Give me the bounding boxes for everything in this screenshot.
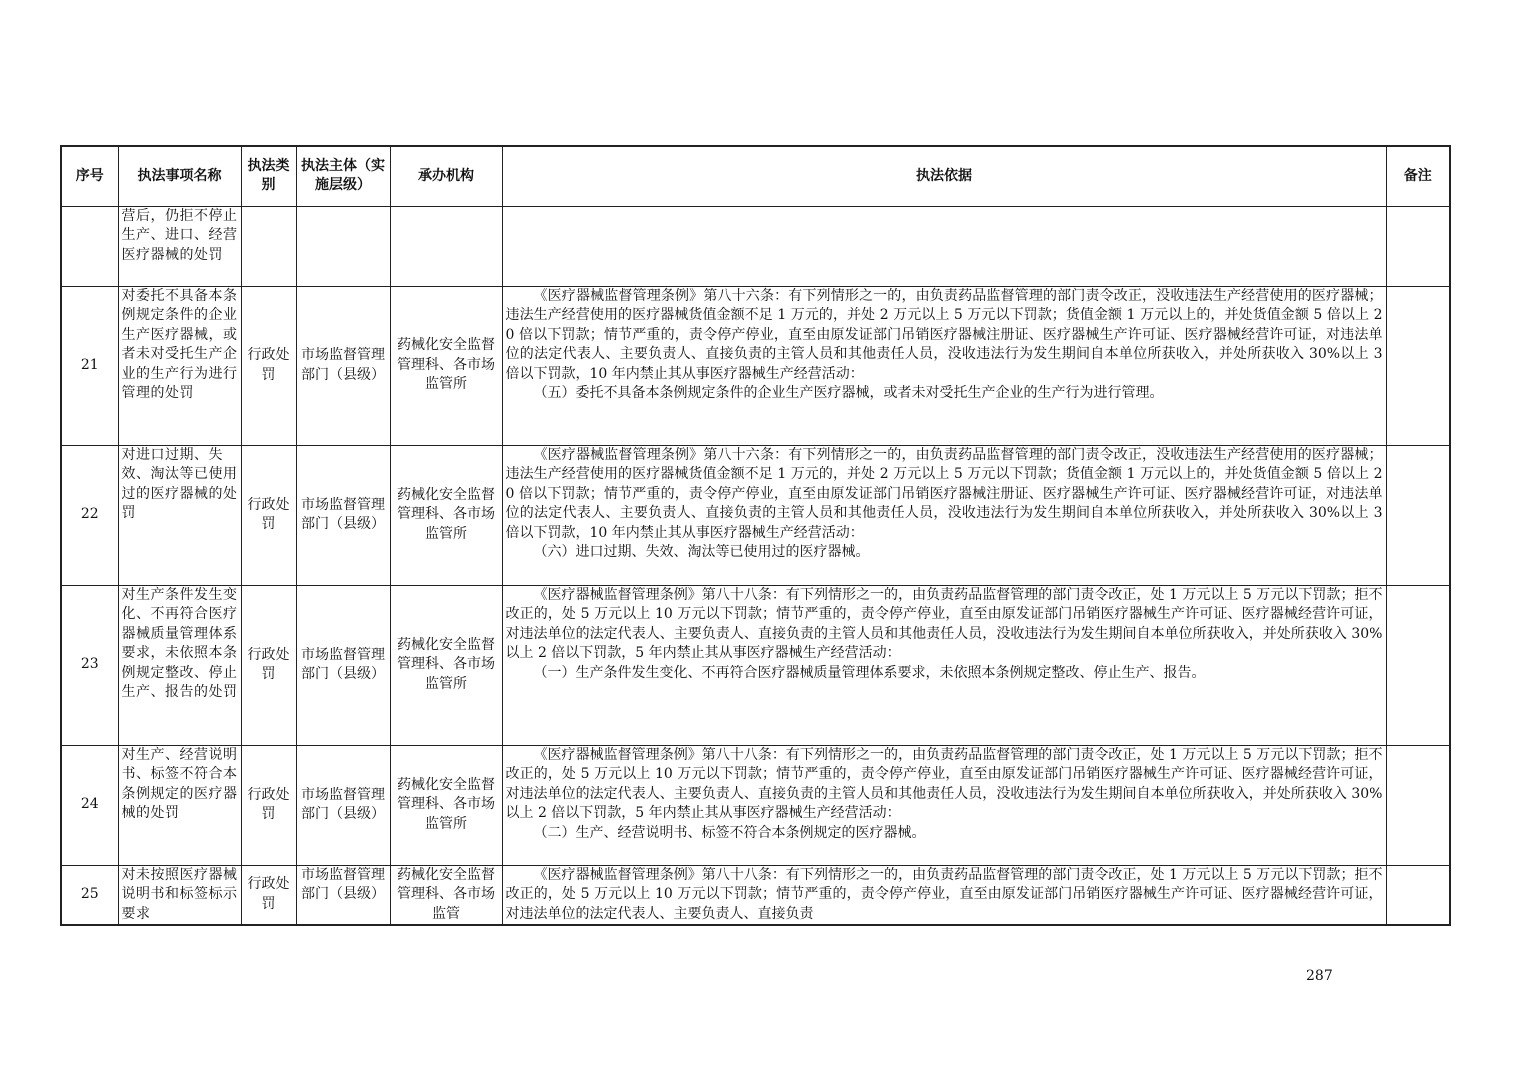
item-category: 行政处罚 bbox=[241, 585, 296, 745]
item-basis bbox=[502, 206, 1386, 286]
header-row bbox=[61, 146, 1450, 206]
item-note bbox=[1386, 206, 1450, 286]
item-org: 药械化安全监督管理科、各市场监管所 bbox=[390, 585, 502, 745]
item-basis bbox=[502, 745, 1386, 865]
item-subject: 市场监督管理部门（县级） bbox=[296, 745, 390, 865]
row-number: 23 bbox=[61, 585, 118, 745]
basis-clip bbox=[506, 866, 1383, 924]
row-number: 25 bbox=[61, 865, 118, 925]
item-basis bbox=[502, 445, 1386, 585]
header-name: 执法事项名称 bbox=[118, 146, 241, 206]
basis-item: （一）生产条件发生变化、不再符合医疗器械质量管理体系要求，未依照本条例规定整改、停止生产、报告。 bbox=[533, 664, 1206, 681]
item-name-clip: 对未按照医疗器械说明书和标签标示要求 bbox=[121, 866, 238, 922]
item-basis bbox=[502, 585, 1386, 745]
item-note bbox=[1386, 745, 1450, 865]
page-number: 287 bbox=[1306, 968, 1333, 984]
basis-paragraph: 《医疗器械监督管理条例》第八十六条：有下列情形之一的，由负责药品监督管理的部门责令改正，没收违法生产经营使用的医疗器械；违法生产经营使用的医疗器械货值金额不足 1 万元的，并处 2 万元以上 5 万元以下罚款；货值金额 1 万元以上的，并处货值金额 5 倍以上 20 倍以下罚款；情节严重的，责令停产停业，直至由原发证部门吊销医疗器械注册证、医疗器械生产许可证、医疗器械经营许可证，对违法单位的法定代表人、主要负责人、直接负责的主管人员和其他责任人员，没收违法行为发生期间自本单位所获收入，并处所获收入 30%以上 3 倍以下罚款，10 年内禁止其从事医疗器械生产经营活动： bbox=[505, 287, 1383, 382]
item-name: 对进口过期、失效、淘汰等已使用过的医疗器械的处罚 bbox=[118, 445, 241, 585]
table-row bbox=[61, 585, 1450, 745]
row-number bbox=[61, 206, 118, 286]
item-subject: 市场监督管理部门（县级） bbox=[296, 445, 390, 585]
item-subject bbox=[296, 865, 390, 925]
basis-item: （六）进口过期、失效、淘汰等已使用过的医疗器械。 bbox=[533, 544, 870, 560]
item-org bbox=[390, 206, 502, 286]
item-note bbox=[1386, 585, 1450, 745]
table-row bbox=[61, 745, 1450, 865]
item-category: 行政处罚 bbox=[241, 445, 296, 585]
item-org-clip: 药械化安全监督管理科、各市场监管 bbox=[397, 866, 495, 922]
header-org: 承办机构 bbox=[390, 146, 502, 206]
item-category: 行政处罚 bbox=[241, 286, 296, 445]
row-number: 22 bbox=[61, 445, 118, 585]
item-category bbox=[241, 206, 296, 286]
basis-paragraph: 《医疗器械监督管理条例》第八十八条：有下列情形之一的，由负责药品监督管理的部门责令改正，处 1 万元以上 5 万元以下罚款；拒不改正的，处 5 万元以上 10 万元以下罚款；情节严重的，责令停产停业，直至由原发证部门吊销医疗器械生产许可证、医疗器械经营许可证，对违法单位的法定代表人、主要负责人、直接负责的主管人员和其他责任人员，没收违法行为发生期间自本单位所获收入，并处所获收入 30%以上 2 倍以下罚款，5 年内禁止其从事医疗器械生产经营活动： bbox=[505, 586, 1383, 661]
item-category: 行政处罚 bbox=[241, 865, 296, 925]
row-number: 24 bbox=[61, 745, 118, 865]
row-number: 21 bbox=[61, 286, 118, 445]
item-subject bbox=[296, 206, 390, 286]
item-note bbox=[1386, 286, 1450, 445]
basis-item: （二）生产、经营说明书、标签不符合本条例规定的医疗器械。 bbox=[533, 824, 926, 841]
item-name: 营后，仍拒不停止生产、进口、经营医疗器械的处罚 bbox=[118, 206, 241, 286]
enforcement-table bbox=[60, 145, 1451, 926]
header-subject: 执法主体（实施层级） bbox=[296, 146, 390, 206]
item-category: 行政处罚 bbox=[241, 745, 296, 865]
item-note bbox=[1386, 445, 1450, 585]
header-no: 序号 bbox=[61, 146, 118, 206]
item-basis bbox=[502, 286, 1386, 445]
item-note bbox=[1386, 865, 1450, 925]
item-name: 对生产、经营说明书、标签不符合本条例规定的医疗器械的处罚 bbox=[118, 745, 241, 865]
table-row bbox=[61, 206, 1450, 286]
item-org bbox=[390, 865, 502, 925]
basis-paragraph: 《医疗器械监督管理条例》第八十八条：有下列情形之一的，由负责药品监督管理的部门责令改正，处 1 万元以上 5 万元以下罚款；拒不改正的，处 5 万元以上 10 万元以下罚款；情节严重的，责令停产停业，直至由原发证部门吊销医疗器械生产许可证、医疗器械经营许可证，对违法单位的法定代表人、主要负责人、直接负责 bbox=[505, 866, 1383, 922]
basis-paragraph: 《医疗器械监督管理条例》第八十六条：有下列情形之一的，由负责药品监督管理的部门责令改正，没收违法生产经营使用的医疗器械；违法生产经营使用的医疗器械货值金额不足 1 万元的，并处 2 万元以上 5 万元以下罚款；货值金额 1 万元以上的，并处货值金额 5 倍以上 20 倍以下罚款；情节严重的，责令停产停业，直至由原发证部门吊销医疗器械注册证、医疗器械生产许可证、医疗器械经营许可证，对违法单位的法定代表人、主要负责人、直接负责的主管人员和其他责任人员，没收违法行为发生期间自本单位所获收入，并处所获收入 30%以上 3 倍以下罚款，10 年内禁止其从事医疗器械生产经营活动： bbox=[505, 446, 1383, 541]
item-name: 对生产条件发生变化、不再符合医疗器械质量管理体系要求，未依照本条例规定整改、停止生产、报告的处罚 bbox=[118, 585, 241, 745]
table-row bbox=[61, 286, 1450, 445]
basis-item: （五）委托不具备本条例规定条件的企业生产医疗器械，或者未对受托生产企业的生产行为进行管理。 bbox=[533, 385, 1164, 401]
item-org: 药械化安全监督管理科、各市场监管所 bbox=[390, 745, 502, 865]
item-name bbox=[118, 865, 241, 925]
basis-paragraph: 《医疗器械监督管理条例》第八十八条：有下列情形之一的，由负责药品监督管理的部门责令改正，处 1 万元以上 5 万元以下罚款；拒不改正的，处 5 万元以上 10 万元以下罚款；情节严重的，责令停产停业，直至由原发证部门吊销医疗器械生产许可证、医疗器械经营许可证，对违法单位的法定代表人、主要负责人、直接负责的主管人员和其他责任人员，没收违法行为发生期间自本单位所获收入，并处所获收入 30%以上 2 倍以下罚款，5 年内禁止其从事医疗器械生产经营活动： bbox=[505, 746, 1383, 821]
header-note: 备注 bbox=[1386, 146, 1450, 206]
header-category: 执法类别 bbox=[241, 146, 296, 206]
table-row bbox=[61, 865, 1450, 925]
table-row bbox=[61, 445, 1450, 585]
item-org: 药械化安全监督管理科、各市场监管所 bbox=[390, 445, 502, 585]
item-basis bbox=[502, 865, 1386, 925]
item-org: 药械化安全监督管理科、各市场监管所 bbox=[390, 286, 502, 445]
header-basis: 执法依据 bbox=[502, 146, 1386, 206]
item-subject: 市场监督管理部门（县级） bbox=[296, 585, 390, 745]
item-subject: 市场监督管理部门（县级） bbox=[296, 286, 390, 445]
item-subject-clip: 市场监督管理部门（县级） bbox=[301, 866, 385, 903]
item-name: 对委托不具备本条例规定条件的企业生产医疗器械，或者未对受托生产企业的生产行为进行管理的处罚 bbox=[118, 286, 241, 445]
